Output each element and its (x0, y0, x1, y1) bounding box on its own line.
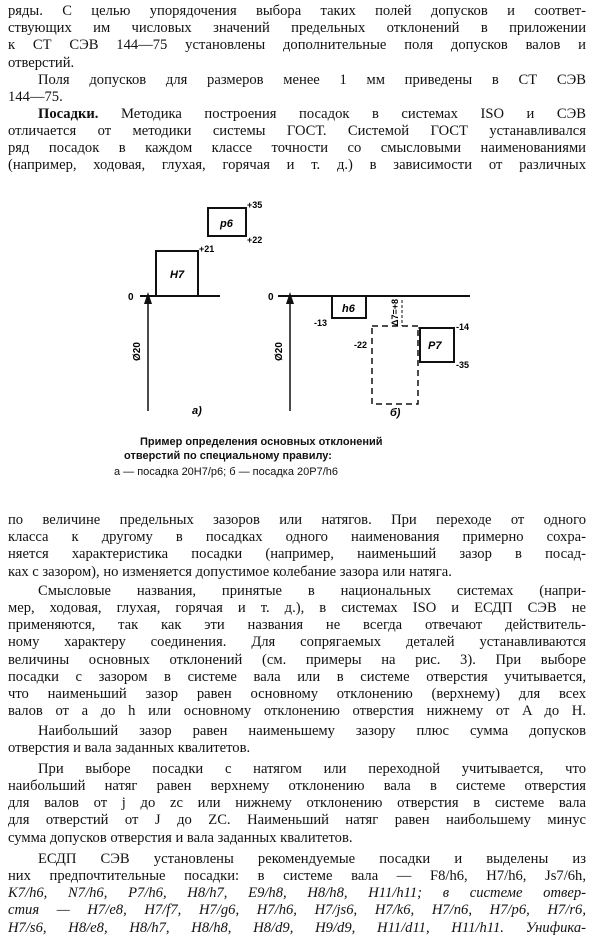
paragraph-3 (8, 123, 586, 175)
text-line: отверстия и вала заданных квалитетов. (8, 740, 251, 756)
box-label-hole: H7 (170, 269, 185, 281)
text-line: для отверстий от J до ZC. Наименьший натяг равен наибольшему минус (8, 812, 586, 829)
paragraph-4 (8, 512, 586, 581)
value-label: +22 (247, 235, 263, 245)
text-line: отверстий. (8, 54, 75, 71)
paragraph-2 (38, 72, 586, 89)
text-line: Наибольший зазор равен наименьшему зазору плюс сумма допусков (38, 723, 586, 739)
value-label: +21 (199, 244, 215, 254)
paragraph-7-first (38, 761, 586, 778)
text-line (38, 106, 586, 123)
text-line: посадки с зазором в системе вала или в системе отверстия учитывается, (8, 668, 586, 685)
paragraph-8-first (38, 851, 586, 868)
text-line: по величине предельных зазоров или натягов. При переходе от одного (8, 512, 586, 528)
text-line: 144—75. (8, 89, 63, 105)
text-line: H7/s6, H8/e8, H8/h7, H8/h8, H8/d9, H9/d9, H11/d11, H11/h11. Унифика- (8, 919, 586, 936)
value-label: -35 (456, 360, 470, 370)
text-line: что наименьший зазор равен основному отклонению (верхнему) для всех (8, 686, 586, 703)
text-line: ряды. С целью упорядочения выбора таких полей допусков и соответ- (8, 3, 586, 19)
text-line: ствующих им числовых значений предельных отклонений в приложении (8, 20, 586, 37)
paragraph-2-cont (8, 89, 586, 106)
subfigure-label: a) (192, 405, 202, 417)
text-line: класса к другому в посадках одного наименования примерно сохра- (8, 529, 586, 546)
value-label: -14 (456, 322, 470, 332)
text-line: стия — H7/e8, H7/f7, H7/g6, H7/h6, H7/js6, H7/k6, H7/n6, H7/p6, H7/r6, (8, 902, 586, 919)
diameter-label: Ø20 (132, 342, 143, 361)
text-line: ках с зазором), но изменяется допустимое колебание зазора или натяга. (8, 563, 452, 580)
fits-diagram (100, 196, 500, 471)
arrow-up-icon (286, 292, 294, 304)
paragraph-1 (8, 3, 586, 72)
text-line: (например, ходовая, глухая, горячая и т. д.) в зависимости от различных (8, 157, 586, 174)
text-line: Смысловые названия, принятые в национальных системах (напри- (38, 583, 586, 599)
text-line: ряд посадок в каждом классе точности со смысловыми наименованиями (8, 140, 586, 157)
zero-label: 0 (128, 292, 134, 303)
paragraph-6 (8, 740, 586, 757)
paragraph-3-first (38, 106, 586, 123)
text-fragment: Методика построения посадок в системах ISO и СЭВ (98, 106, 586, 122)
text-line: применяются, так как эти названия не всегда отвечают действитель- (8, 617, 586, 634)
text-line: ному характеру соединения. Для сопрягаемых деталей устанавливаются (8, 634, 586, 651)
paragraph-7 (8, 778, 586, 847)
paragraph-5-first (38, 583, 586, 600)
dashed-hole-box (372, 326, 418, 404)
text-line: для валов от j до zc или нижнему отклонению отверстия в системе вала (8, 795, 586, 812)
value-label: -22 (354, 340, 368, 350)
subfigure-label: б) (390, 407, 401, 419)
value-label: +35 (247, 200, 263, 210)
text-line: ЕСДП СЭВ установлены рекомендуемые посадки и выделены из (38, 851, 586, 867)
diagram-right (268, 292, 470, 419)
box-label-shaft: h6 (342, 303, 355, 315)
text-line: к СТ СЭВ 144—75 установлены дополнительные поля допусков валов и (8, 37, 586, 54)
text-line: няется характеристика посадки (например, наименьший зазор в посад- (8, 546, 586, 563)
text-line: Поля допусков для размеров менее 1 мм приведены в СТ СЭВ (38, 72, 586, 88)
text-line: них предпочтительные посадки: в системе вала — F8/h6, H7/h6, Js7/6h, (8, 868, 586, 884)
text-line: K7/h6, N7/h6, P7/h6, H8/h7, E9/h8, H8/h8, H11/h11; в системе отвер- (8, 885, 586, 902)
paragraph-5 (8, 600, 586, 720)
delta-label: Δ7=+8 (390, 299, 400, 326)
section-heading: Посадки. (38, 106, 99, 122)
text-line: величины основных отклонений (см. примеры на рис. 3). При выборе (8, 651, 586, 668)
box-label-shaft: p6 (220, 218, 233, 230)
text-line: сумма допусков отверстия и вала заданных квалитетов. (8, 829, 353, 846)
text-line: мер, ходовая, глухая, горячая и т. д.), в системах ISO и ЕСДП СЭВ не (8, 600, 586, 616)
text-line: наибольший натяг равен верхнему отклонению вала в системе отверстия (8, 778, 586, 794)
value-label: -13 (314, 318, 328, 328)
arrow-up-icon (144, 292, 152, 304)
diameter-label: Ø20 (274, 342, 285, 361)
figure-caption-line: а — посадка 20H7/p6; б — посадка 20P7/h6 (114, 466, 339, 478)
diagram-left (128, 200, 262, 417)
text-line: валов от a до h или основному отклонению отверстия нижнему от A до H. (8, 703, 586, 720)
figure-caption-line: Пример определения основных отклонений (140, 436, 383, 448)
figure-caption-line: отверстий по специальному правилу: (124, 450, 332, 462)
text-line: При выборе посадки с натягом или переходной учитывается, что (38, 761, 586, 777)
zero-label: 0 (268, 292, 274, 303)
box-label-hole: P7 (428, 340, 442, 352)
text-line: отличается от методики системы ГОСТ. Системой ГОСТ устанавливался (8, 123, 586, 139)
paragraph-8 (8, 868, 586, 937)
paragraph-6-first (38, 723, 586, 740)
